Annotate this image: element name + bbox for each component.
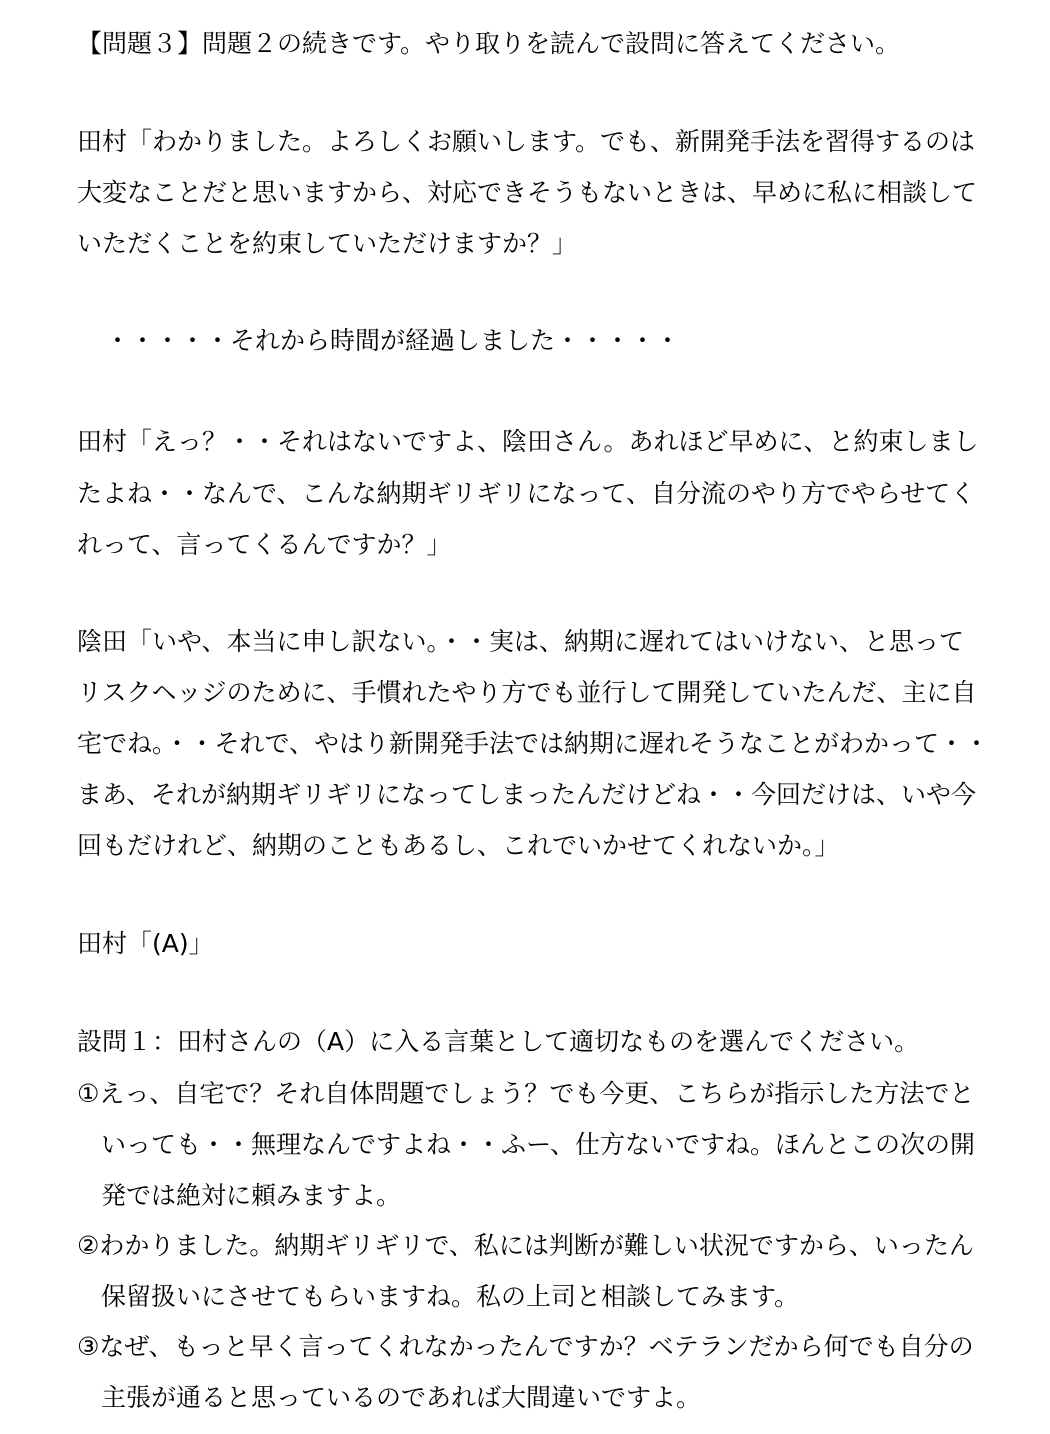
option-2-line: ②わかりました。納期ギリギリで、私には判断が難しい状況ですから、いったん — [77, 1231, 974, 1260]
dialogue-line: 宅でね。・・それで、やはり新開発手法では納期に遅れそうなことがわかって・・ — [77, 729, 990, 758]
dialogue-line: 陰田「いや、本当に申し訳ない。・・実は、納期に遅れてはいけない、と思って — [77, 627, 965, 656]
option-3-line: 主張が通ると思っているのであれば大間違いですよ。 — [101, 1383, 702, 1412]
option-1-line: ①えっ、自宅で？それ自体問題でしょう？でも今更、こちらが指示した方法でと — [77, 1079, 975, 1108]
option-1-line: 発では絶対に頼みますよ。 — [101, 1181, 402, 1210]
dialogue-line: 大変なことだと思いますから、対応できそうもないときは、早めに私に相談して — [77, 178, 978, 207]
dialogue-line: リスクヘッジのために、手慣れたやり方でも並行して開発していたんだ、主に自 — [77, 678, 977, 707]
dialogue-line: いただくことを約束していただけますか？」 — [77, 229, 578, 258]
dialogue-line-blank-a: 田村「(A)」 — [77, 929, 214, 958]
dialogue-line: 田村「わかりました。よろしくお願いします。でも、新開発手法を習得するのは — [77, 127, 976, 156]
option-2-line: 保留扱いにさせてもらいますね。私の上司と相談してみます。 — [101, 1282, 800, 1311]
option-3-line: ③なぜ、もっと早く言ってくれなかったんですか？ベテランだから何でも自分の — [77, 1332, 974, 1361]
dialogue-line: まあ、それが納期ギリギリになってしまったんだけどね・・今回だけは、いや今 — [77, 780, 977, 809]
dialogue-line: れって、言ってくるんですか？」 — [77, 530, 452, 559]
problem-heading: 【問題３】問題２の続きです。やり取りを読んで設問に答えてください。 — [77, 29, 901, 58]
question-text: 設問１：田村さんの（A）に入る言葉として適切なものを選んでください。 — [77, 1027, 920, 1056]
option-1-line: いっても・・無理なんですよね・・ふー、仕方ないですね。ほんとこの次の開 — [101, 1130, 976, 1159]
dialogue-line: たよね・・なんで、こんな納期ギリギリになって、自分流のやり方でやらせてく — [77, 479, 976, 508]
time-separator: ・・・・・それから時間が経過しました・・・・・ — [105, 326, 681, 355]
dialogue-line: 田村「えっ？・・それはないですよ、陰田さん。あれほど早めに、と約束しまし — [77, 427, 979, 456]
dialogue-line: 回もだけれど、納期のこともあるし、これでいかせてくれないか。」 — [77, 831, 840, 860]
